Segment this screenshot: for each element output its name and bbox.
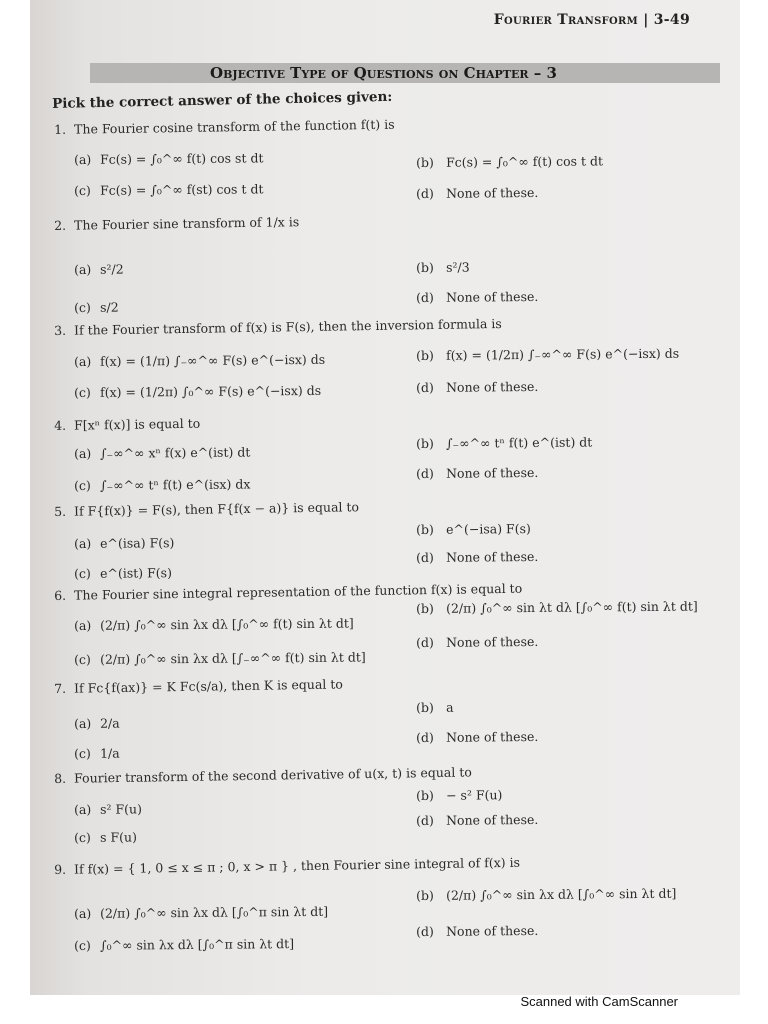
question-5: 5. If F{f(x)} = F(s), then F{f(x − a)} is equal to [54, 499, 360, 519]
q7-option-d: (d) None of these. [416, 728, 539, 745]
scanner-watermark: Scanned with CamScanner [520, 994, 678, 1009]
q1-option-c: (c) Fc(s) = ∫₀^∞ f(st) cos t dt [74, 181, 264, 198]
q8-option-c: (c) s F(u) [74, 829, 138, 845]
q4-option-b: (b) ∫₋∞^∞ tⁿ f(t) e^(ist) dt [416, 434, 593, 451]
q6-option-a: (a) (2/π) ∫₀^∞ sin λx dλ [∫₀^∞ f(t) sin λt dt] [74, 615, 354, 633]
q8-option-b: (b) − s² F(u) [416, 787, 503, 803]
q4-option-a: (a) ∫₋∞^∞ xⁿ f(x) e^(ist) dt [74, 444, 251, 461]
question-7: 7. If Fc{f(ax)} = K Fc(s/a), then K is equal to [54, 676, 344, 696]
running-header: Fourier Transform | 3-49 [493, 12, 690, 28]
q2-option-c: (c) s/2 [74, 299, 119, 315]
q1-option-b: (b) Fc(s) = ∫₀^∞ f(t) cos t dt [416, 153, 604, 170]
q5-option-a: (a) e^(isa) F(s) [74, 535, 175, 551]
question-4: 4. F[xⁿ f(x)] is equal to [54, 415, 201, 433]
question-1: 1. The Fourier cosine transform of the function f(t) is [54, 116, 395, 137]
question-6: 6. The Fourier sine integral representation of the function f(x) is equal to [54, 580, 523, 603]
q5-option-c: (c) e^(ist) F(s) [74, 565, 173, 581]
instruction-text: Pick the correct answer of the choices given: [52, 88, 393, 112]
q7-option-c: (c) 1/a [74, 745, 120, 761]
q3-option-a: (a) f(x) = (1/π) ∫₋∞^∞ F(s) e^(−isx) ds [74, 351, 326, 369]
q1-option-a: (a) Fc(s) = ∫₀^∞ f(t) cos st dt [74, 150, 264, 167]
q9-option-d: (d) None of these. [416, 922, 539, 939]
q6-option-c: (c) (2/π) ∫₀^∞ sin λx dλ [∫₋∞^∞ f(t) sin λt dt] [74, 649, 366, 667]
q2-option-a: (a) s²/2 [74, 261, 124, 277]
scanned-page [30, 0, 740, 995]
question-8: 8. Fourier transform of the second derivative of u(x, t) is equal to [54, 764, 472, 786]
question-3: 3. If the Fourier transform of f(x) is F(s), then the inversion formula is [54, 315, 502, 338]
question-9: 9. If f(x) = { 1, 0 ≤ x ≤ π ; 0, x > π } , then Fourier sine integral of f(x) is [54, 854, 521, 877]
chapter-title: Objective Type of Questions on Chapter – 3 [210, 64, 557, 82]
q9-option-a: (a) (2/π) ∫₀^∞ sin λx dλ [∫₀^π sin λt dt] [74, 903, 329, 921]
q7-option-a: (a) 2/a [74, 715, 120, 731]
q5-option-b: (b) e^(−isa) F(s) [416, 520, 531, 537]
q3-option-c: (c) f(x) = (1/2π) ∫₀^∞ F(s) e^(−isx) ds [74, 382, 322, 400]
q4-option-c: (c) ∫₋∞^∞ tⁿ f(t) e^(isx) dx [74, 476, 251, 493]
q6-option-d: (d) None of these. [416, 633, 539, 650]
q8-option-a: (a) s² F(u) [74, 801, 143, 817]
q2-option-d: (d) None of these. [416, 288, 539, 305]
q7-option-b: (b) a [416, 699, 454, 715]
q2-option-b: (b) s²/3 [416, 259, 470, 275]
q1-option-d: (d) None of these. [416, 184, 539, 201]
q4-option-d: (d) None of these. [416, 464, 539, 481]
q3-option-d: (d) None of these. [416, 378, 539, 395]
q9-option-c: (c) ∫₀^∞ sin λx dλ [∫₀^π sin λt dt] [74, 936, 295, 953]
question-2: 2. The Fourier sine transform of 1/x is [54, 214, 300, 233]
q8-option-d: (d) None of these. [416, 811, 539, 828]
q6-option-b: (b) (2/π) ∫₀^∞ sin λt dλ [∫₀^∞ f(t) sin λt dt] [416, 598, 698, 616]
q5-option-d: (d) None of these. [416, 548, 539, 565]
q3-option-b: (b) f(x) = (1/2π) ∫₋∞^∞ F(s) e^(−isx) ds [416, 345, 680, 363]
q9-option-b: (b) (2/π) ∫₀^∞ sin λx dλ [∫₀^∞ sin λt dt] [416, 885, 677, 903]
